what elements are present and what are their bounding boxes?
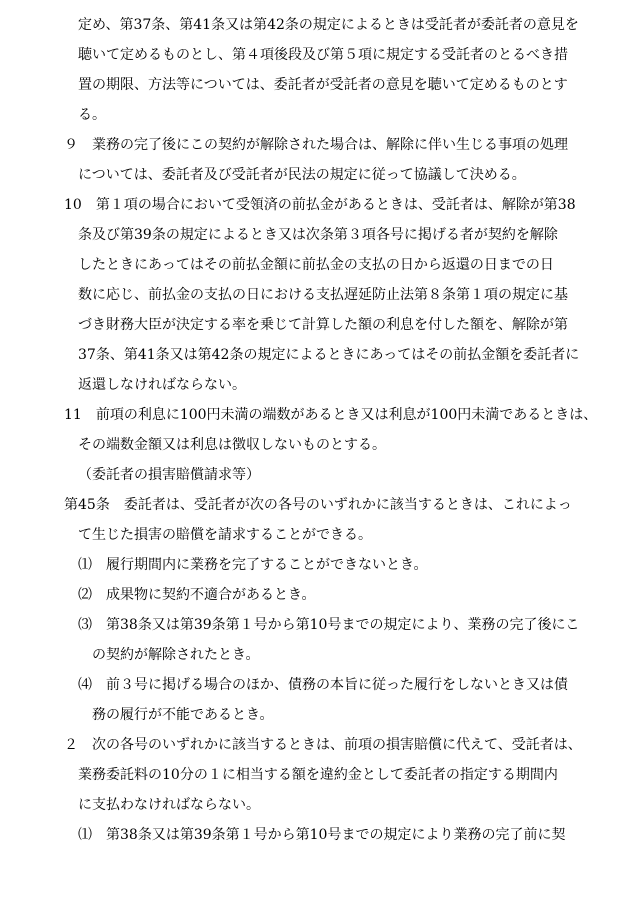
text-line: る。 [78,107,106,123]
text-line: て生じた損害の賠償を請求することができる。 [78,527,372,543]
text-line: 数に応じ、前払金の支払の日における支払遅延防止法第８条第１項の規定に基 [78,287,568,303]
text-line: 置の期限、方法等については、委託者が受託者の意見を聴いて定めるものとす [78,77,568,93]
text-line: 10 第１項の場合において受領済の前払金があるときは、受託者は、解除が第38 [64,197,576,213]
text-line: ⑴ 履行期間内に業務を完了することができないとき。 [78,557,428,573]
text-line: したときにあってはその前払金額に前払金の支払の日から返還の日までの日 [78,257,554,273]
text-line: 第45条 委託者は、受託者が次の各号のいずれかに該当するときは、これによっ [64,497,572,513]
text-line: の契約が解除されたとき。 [92,647,260,663]
text-line: 11 前項の利息に100円未満の端数があるとき又は利息が100円未満であるときは、 [64,407,598,423]
text-line: ２ 次の各号のいずれかに該当するときは、前項の損害賠償に代えて、受託者は、 [64,737,582,753]
text-line: については、委託者及び受託者が民法の規定に従って協議して決める。 [78,167,526,183]
text-line: 務の履行が不能であるとき。 [92,707,274,723]
text-line: づき財務大臣が決定する率を乗じて計算した額の利息を付した額を、解除が第 [78,317,568,333]
text-line: 37条、第41条又は第42条の規定によるときにあってはその前払金額を委託者に [78,347,580,363]
section-heading: （委託者の損害賠償請求等） [78,467,260,483]
text-line: ⑵ 成果物に契約不適合があるとき。 [78,587,316,603]
text-line: 聴いて定めるものとし、第４項後段及び第５項に規定する受託者のとるべき措 [78,47,568,63]
text-line: ⑴ 第38条又は第39条第１号から第10号までの規定により業務の完了前に契 [78,827,566,843]
text-line: 定め、第37条、第41条又は第42条の規定によるときは受託者が委託者の意見を [78,17,579,33]
text-line: ９ 業務の完了後にこの契約が解除された場合は、解除に伴い生じる事項の処理 [64,137,568,153]
text-line: ⑷ 前３号に掲げる場合のほか、債務の本旨に従った履行をしないとき又は債 [78,677,568,693]
text-line: その端数金額又は利息は徴収しないものとする。 [78,437,386,453]
text-line: に支払わなければならない。 [78,797,260,813]
text-line: 業務委託料の10分の１に相当する額を違約金として委託者の指定する期間内 [78,767,558,783]
text-line: ⑶ 第38条又は第39条第１号から第10号までの規定により、業務の完了後にこ [78,617,580,633]
text-line: 条及び第39条の規定によるとき又は次条第３項各号に掲げる者が契約を解除 [78,227,558,243]
text-line: 返還しなければならない。 [78,377,246,393]
